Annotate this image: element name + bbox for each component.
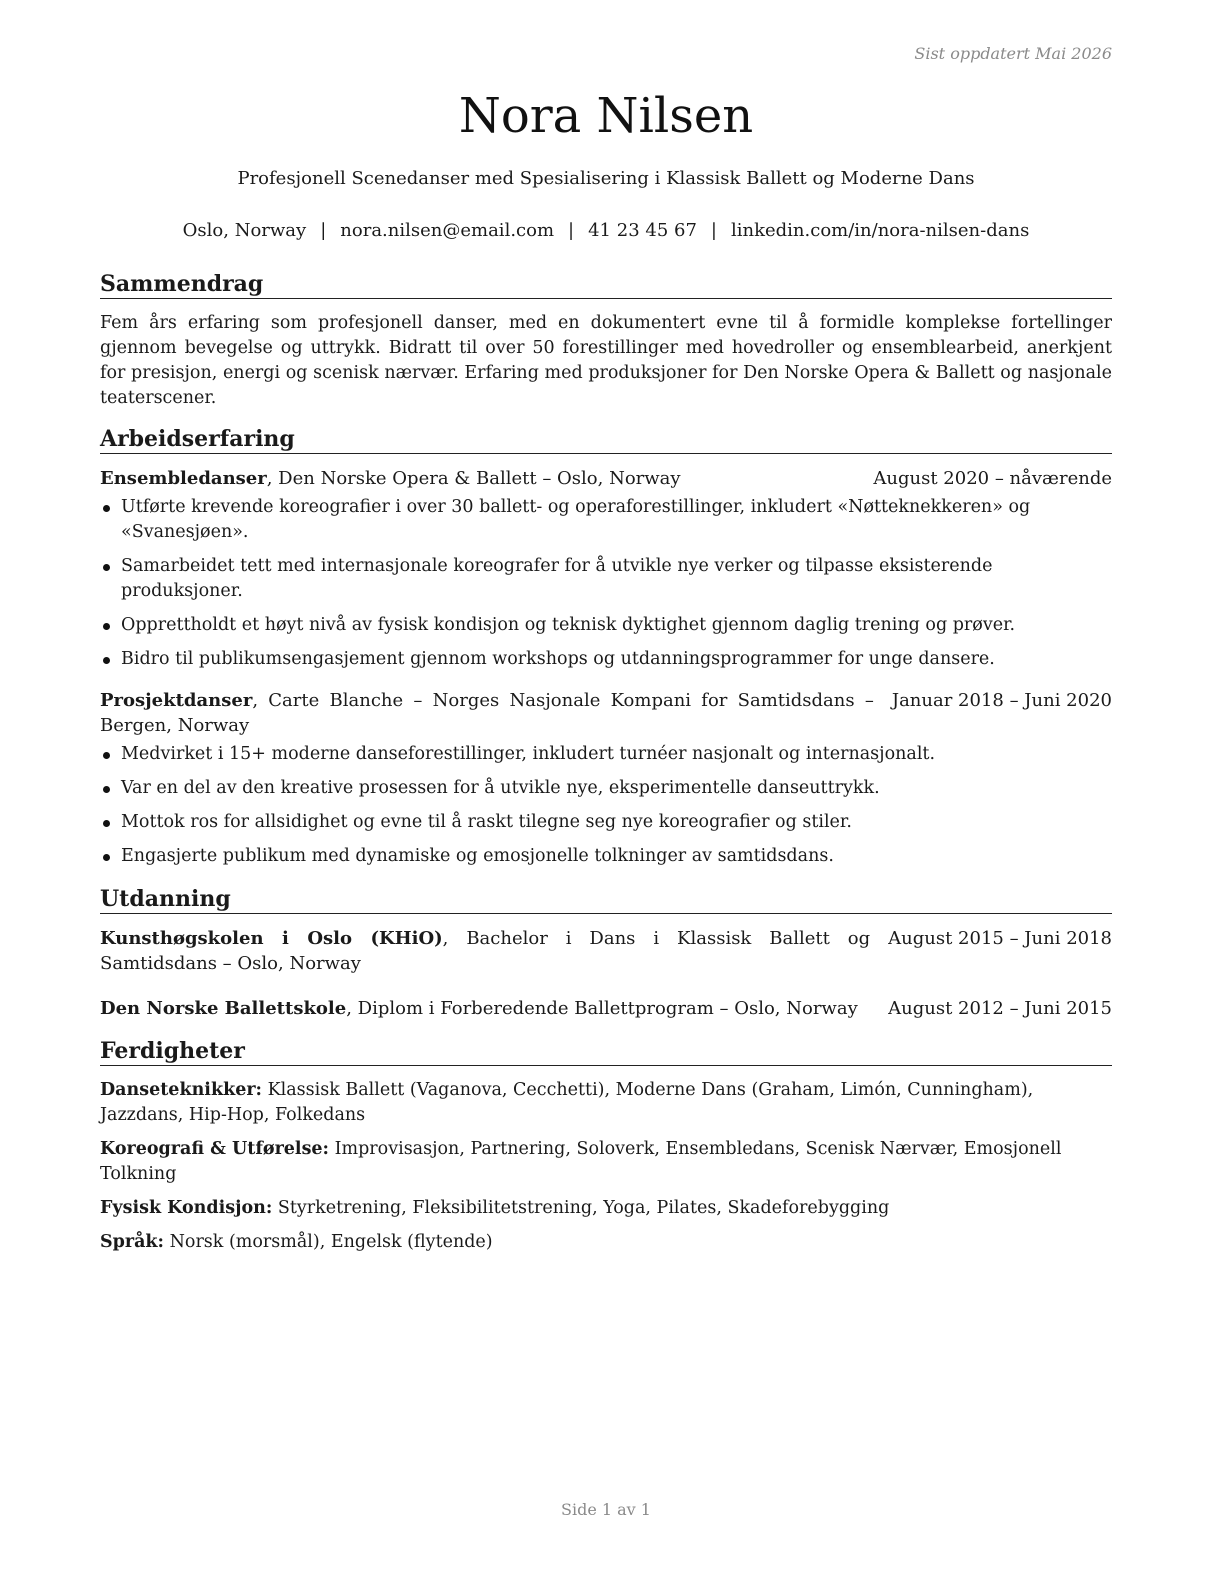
education-dates: August 2015 – Juni 2018: [888, 928, 1112, 949]
skill-value: Styrketrening, Fleksibilitetstrening, Yoga, Pilates, Skadeforebygging: [272, 1198, 890, 1218]
skill-row: [100, 1230, 1112, 1255]
list-item: Engasjerte publikum med dynamiske og emosjonelle tolkninger av samtidsdans.: [100, 844, 1112, 869]
education-detail: , Diplom i Forberedende Ballettprogram – Oslo, Norway: [346, 998, 858, 1019]
skill-row: [100, 1078, 1112, 1128]
job-header: [100, 688, 1112, 738]
skill-label: Fysisk Kondisjon:: [100, 1198, 273, 1218]
skill-label: Danseteknikker:: [100, 1080, 263, 1100]
bullet-icon: [103, 820, 110, 827]
job-dates: August 2020 – nåværende: [873, 468, 1112, 489]
skill-row: [100, 1137, 1112, 1187]
skill-value: Norsk (morsmål), Engelsk (flytende): [164, 1232, 493, 1252]
contact-email[interactable]: nora.nilsen@email.com: [340, 220, 555, 241]
section-title-summary: Sammendrag: [100, 270, 1112, 299]
contact-separator: |: [320, 220, 327, 241]
bullet-icon: [103, 505, 110, 512]
skill-label: Språk:: [100, 1232, 165, 1252]
section-title-skills: Ferdigheter: [100, 1037, 1112, 1066]
skill-label: Koreografi & Utførelse:: [100, 1139, 330, 1159]
skill-row: [100, 1196, 1112, 1221]
list-item: Var en del av den kreative prosessen for å utvikle nye, eksperimentelle danseuttrykk.: [100, 776, 1112, 801]
bullet-icon: [103, 657, 110, 664]
section-title-education: Utdanning: [100, 885, 1112, 914]
list-item: Samarbeidet tett med internasjonale koreografer for å utvikle nye verker og tilpasse eksisterende produksjoner.: [100, 554, 1112, 604]
job-organization: , Den Norske Opera & Ballett – Oslo, Norway: [266, 468, 681, 489]
bullet-icon: [103, 786, 110, 793]
education-header: [100, 926, 1112, 976]
job-entry: [100, 466, 1112, 672]
contact-separator: |: [568, 220, 575, 241]
bullet-icon: [103, 564, 110, 571]
education-school: Den Norske Ballettskole: [100, 998, 347, 1019]
resume-content: [100, 270, 1112, 1264]
education-school: Kunsthøgskolen i Oslo (KHiO): [100, 928, 443, 949]
job-role: Ensembledanser: [100, 468, 267, 489]
contact-location: Oslo, Norway: [182, 220, 307, 241]
education-header: [100, 996, 1112, 1021]
education-dates: August 2012 – Juni 2015: [888, 998, 1112, 1019]
job-entry: [100, 688, 1112, 869]
list-item: Bidro til publikumsengasjement gjennom workshops og utdanningsprogrammer for unge dansere.: [100, 647, 1112, 672]
job-organization: , Carte Blanche – Norges Nasjonale Kompani for Samtidsdans – Bergen, Norway: [100, 690, 874, 736]
tagline: Profesjonell Scenedanser med Spesialisering i Klassisk Ballett og Moderne Dans: [237, 168, 975, 189]
education-entry: [100, 996, 1112, 1021]
bullet-icon: [103, 854, 110, 861]
job-bullets: [100, 495, 1112, 672]
list-item: Utførte krevende koreografier i over 30 ballett- og operaforestillinger, inkludert «Nøtteknekkeren» og «Svanesjøen».: [100, 495, 1112, 545]
job-bullets: [100, 742, 1112, 869]
job-role: Prosjektdanser: [100, 690, 253, 711]
list-item: Opprettholdt et høyt nivå av fysisk kondisjon og teknisk dyktighet gjennom daglig trening og prøver.: [100, 613, 1112, 638]
education-entry: [100, 926, 1112, 976]
page-number: Side 1 av 1: [561, 1500, 651, 1519]
contact-phone: 41 23 45 67: [588, 220, 697, 241]
job-dates: Januar 2018 – Juni 2020: [891, 690, 1112, 711]
last-updated: Sist oppdatert Mai 2026: [914, 44, 1112, 63]
contact-linkedin[interactable]: linkedin.com/in/nora-nilsen-dans: [730, 220, 1030, 241]
bullet-icon: [103, 752, 110, 759]
skill-value: Improvisasjon, Partnering, Soloverk, Ensembledans, Scenisk Nærvær, Emosjonell Tolkning: [100, 1139, 1062, 1184]
list-item: Mottok ros for allsidighet og evne til å raskt tilegne seg nye koreografier og stiler.: [100, 810, 1112, 835]
contact-separator: |: [710, 220, 717, 241]
list-item: Medvirket i 15+ moderne danseforestillinger, inkludert turnéer nasjonalt og internasjonalt.: [100, 742, 1112, 767]
contact-line: [100, 218, 1112, 244]
bullet-icon: [103, 623, 110, 630]
summary-text: Fem års erfaring som profesjonell danser, med en dokumentert evne til å formidle komplekse fortellinger gjennom bevegelse og uttrykk. Bidratt til over 50 forestillinger med hovedroller og ensemblearbeid, anerkjent for presisjon, energi og scenisk nærvær. Erfaring med produksjoner for Den Norske Opera & Ballett og nasjonale teaterscener.: [100, 313, 1112, 408]
skill-value: Klassisk Ballett (Vaganova, Cecchetti), Moderne Dans (Graham, Limón, Cunningham), Jazzdans, Hip-Hop, Folkedans: [100, 1080, 1034, 1125]
section-title-experience: Arbeidserfaring: [100, 425, 1112, 454]
resume-page: [100, 0, 1112, 1584]
candidate-name: Nora Nilsen: [458, 88, 754, 144]
education-detail: , Bachelor i Dans i Klassisk Ballett og Samtidsdans – Oslo, Norway: [100, 928, 871, 974]
job-header: [100, 466, 1112, 491]
